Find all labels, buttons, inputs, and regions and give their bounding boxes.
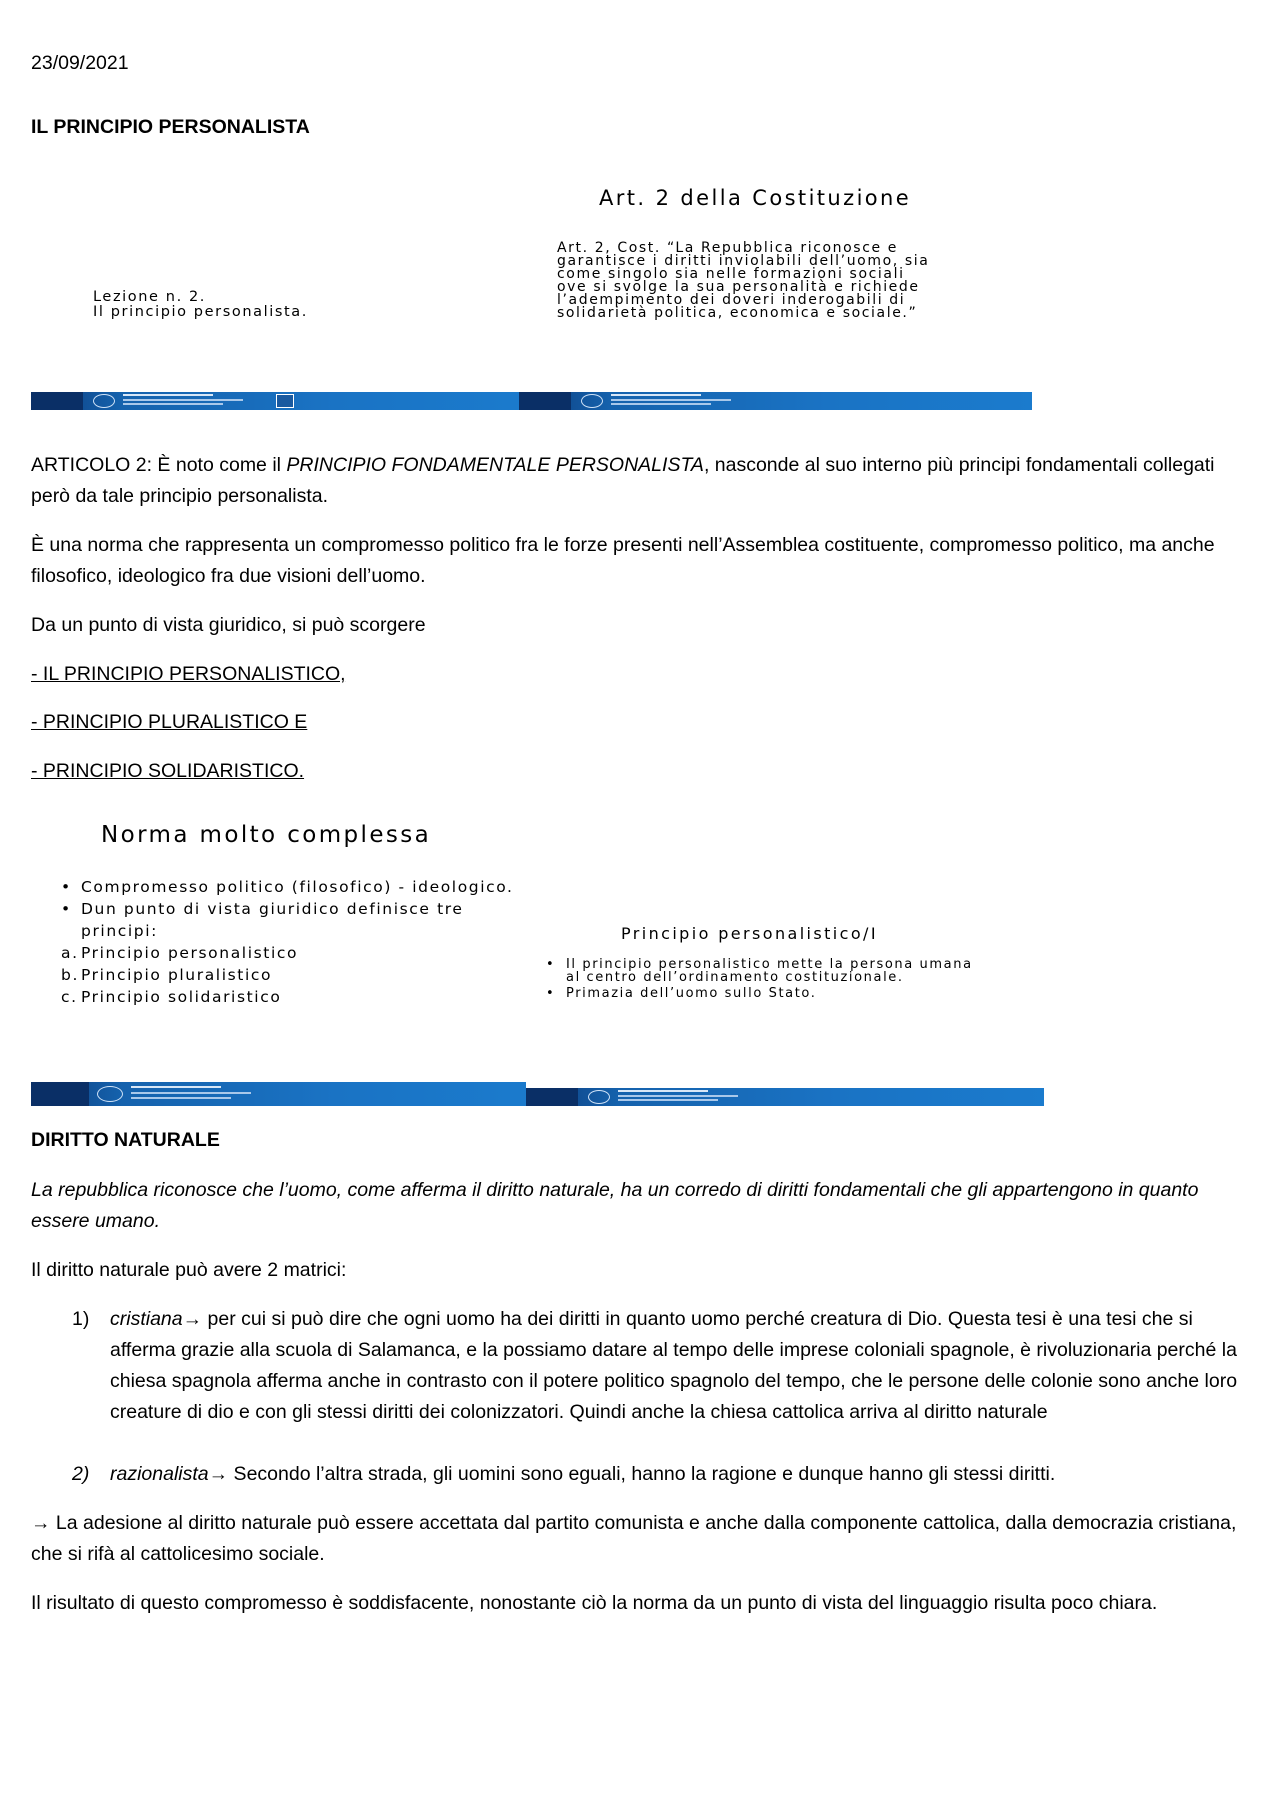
arrow-right-icon: → (31, 1512, 51, 1534)
paragraph-repubblica: La repubblica riconosce che l’uomo, come afferma il diritto naturale, ha un corredo di diritti fondamentali che gli appartengono in quanto essere umano. (31, 1179, 1199, 1232)
list-item-cristiana: 1) cristiana→ per cui si può dire che ogni uomo ha dei diritti in quanto uomo perché creatura di Dio. Questa tesi è una tesi che si afferma grazie alla scuola di Salamanca, e la possiamo datare al tempo delle imprese coloniali spagnole, è rivoluzionaria perché la chiesa spagnola afferma anche in contrasto con il potere politico spagnolo del tempo, che le persone delle colonie sono anche loro creature di dio e con gli stessi diritti dei colonizzatori. Quindi anche la chiesa cattolica arriva al diritto naturale (72, 1308, 1238, 1423)
list-item: a. Principio personalistico (61, 944, 299, 962)
slide-lezione (31, 160, 536, 410)
paragraph-articolo: ARTICOLO 2: È noto come il PRINCIPIO FONDAMENTALE PERSONALISTA, nasconde al suo interno più principi fondamentali collegati però da tale principio personalista. (31, 454, 1215, 507)
university-seal-icon (97, 1086, 123, 1102)
university-seal-icon (588, 1090, 610, 1104)
slide-footer (526, 1088, 1044, 1106)
slide-principio-list (546, 958, 986, 1003)
list-item: c. Principio solidaristico (61, 988, 282, 1006)
slide-lezione-line1: Lezione n. 2. (93, 289, 207, 305)
list-item: • Primazia dell’uomo sullo Stato. (546, 986, 817, 1001)
list-item: • Il principio personalistico mette la persona umana al centro dell’ordinamento costituzionale. (546, 957, 973, 985)
slide-art2-line: solidarietà politica, economica e sociale.” (557, 305, 918, 321)
emblem-icon (276, 394, 294, 408)
arrow-right-icon: → (182, 1308, 203, 1330)
list-item: • Compromesso politico (filosofico) - ideologico. (61, 878, 514, 896)
slide-art2-line: l’adempimento dei doveri inderogabili di (557, 292, 906, 308)
paragraph-matrici: Il diritto naturale può avere 2 matrici: (31, 1259, 347, 1281)
slide-lezione-line2: Il principio personalista. (93, 304, 308, 320)
list-principio-pluralistico: - PRINCIPIO PLURALISTICO E (31, 711, 308, 733)
slide-art2-line: come singolo sia nelle formazioni sociali (557, 266, 905, 282)
paragraph-compromesso: È una norma che rappresenta un compromesso politico fra le forze presenti nell’Assemblea costituente, compromesso politico, ma anche filosofico, ideologico fra due visioni dell’uomo. (31, 534, 1215, 587)
slide-principio-title: Principio personalistico/I (621, 924, 878, 943)
slide-art2-line: garantisce i diritti inviolabili dell’uomo, sia (557, 253, 930, 269)
arrow-right-icon: → (208, 1463, 229, 1485)
slide-footer (31, 392, 536, 410)
university-seal-icon (581, 394, 603, 408)
list-principio-personalistico: - IL PRINCIPIO PERSONALISTICO, (31, 663, 346, 685)
slide-art2-line: Art. 2, Cost. “La Repubblica riconosce e (557, 240, 898, 256)
list-item: • Dun punto di vista giuridico definisce tre principi: (61, 900, 464, 940)
page-title: IL PRINCIPIO PERSONALISTA (31, 116, 310, 138)
slide-art2-line: ove si svolge la sua personalità e richiede (557, 279, 920, 295)
slide-norma (31, 810, 536, 1106)
list-item: b. Principio pluralistico (61, 966, 273, 984)
paragraph-punto-vista: Da un punto di vista giuridico, si può scorgere (31, 614, 426, 636)
slide-norma-list (61, 876, 521, 1008)
paragraph-adesione: → La adesione al diritto naturale può essere accettata dal partito comunista e anche dalla componente cattolica, dalla democrazia cristiana, che si rifà al cattolicesimo sociale. (31, 1512, 1237, 1565)
document-date: 23/09/2021 (31, 52, 129, 74)
slide-footer (519, 392, 1032, 410)
slide-footer (31, 1082, 536, 1106)
list-item-razionalista: 2) razionalista→ Secondo l’altra strada, gli uomini sono eguali, hanno la ragione e dunque hanno gli stessi diritti. (72, 1463, 1056, 1485)
university-seal-icon (93, 394, 115, 408)
paragraph-risultato: Il risultato di questo compromesso è soddisfacente, nonostante ciò la norma da un punto di vista del linguaggio risulta poco chiara. (31, 1592, 1158, 1614)
slide-art2-title: Art. 2 della Costituzione (599, 186, 912, 210)
slide-art2 (519, 160, 1032, 410)
section-heading: DIRITTO NATURALE (31, 1129, 220, 1151)
list-principio-solidaristico: - PRINCIPIO SOLIDARISTICO. (31, 760, 305, 782)
slide-norma-title: Norma molto complessa (101, 822, 432, 848)
slide-principio (526, 888, 1044, 1106)
